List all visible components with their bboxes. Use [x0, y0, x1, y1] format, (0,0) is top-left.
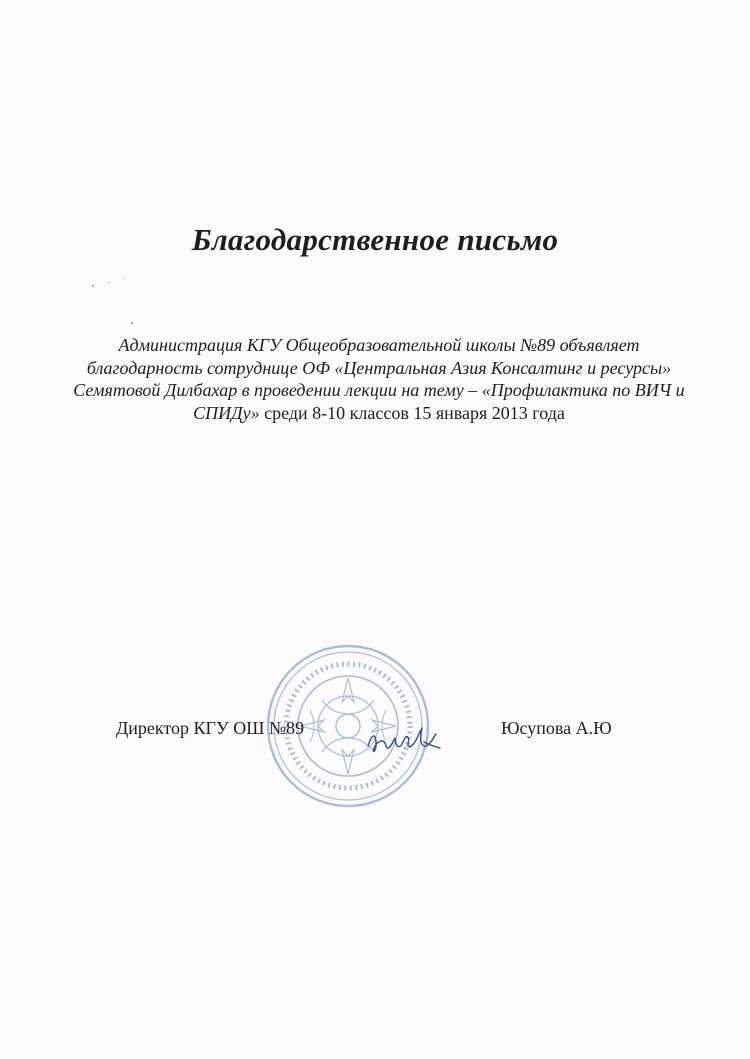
scan-speck [124, 278, 125, 279]
signatory-name: Юсупова А.Ю [501, 718, 612, 738]
signatory-position: Директор КГУ ОШ №89 [116, 718, 305, 738]
handwritten-signature [362, 722, 446, 764]
letter-title: Благодарственное письмо [191, 222, 559, 257]
letter-body-main: Администрация КГУ Общеобразовательной школы №89 объявляет благодарность сотруднице ОФ «Центральная Азия Консалтинг и ресурсы» Семятовой Дилбахар в проведении лекции на тему – «Профилактика по ВИЧ и СПИДу» [73, 335, 685, 423]
letter-body [70, 334, 688, 424]
scan-speck [131, 322, 133, 324]
letter-body-date: среди 8-10 классов 15 января 2013 года [264, 402, 565, 423]
scan-speck [108, 282, 110, 283]
scan-speck [92, 285, 94, 287]
